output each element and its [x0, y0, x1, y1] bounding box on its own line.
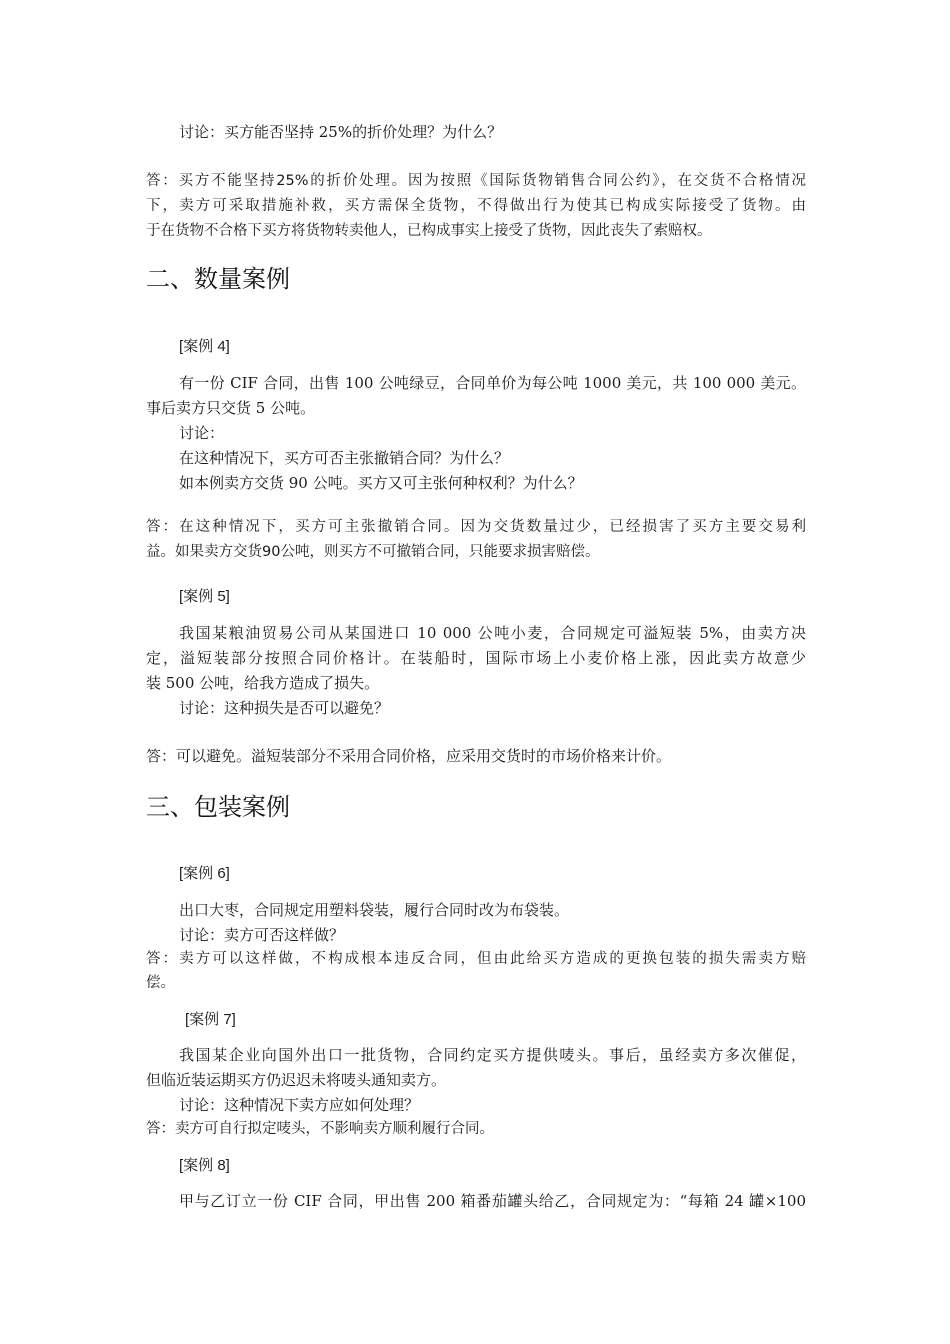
answer-line: 偿。 — [146, 975, 175, 991]
answer-line: 答：在这种情况下，买方可主张撤销合同。因为交货数量过少，已经损害了买方主要交易利 — [146, 519, 806, 535]
case-label: [案例 7] — [185, 1011, 236, 1028]
discussion-question: 讨论：卖方可否这样做？ — [179, 926, 345, 944]
answer-line: 于在货物不合格下买方将货物转卖他人，已构成事实上接受了货物，因此丧失了索赔权。 — [146, 223, 712, 239]
case-label: [案例 6] — [179, 865, 230, 882]
discussion-label: 讨论： — [179, 424, 225, 442]
case-label: [案例 5] — [179, 588, 230, 605]
answer-line: 益。如果卖方交货90公吨，则买方不可撤销合同，只能要求损害赔偿。 — [146, 544, 600, 560]
case-label: [案例 8] — [179, 1157, 230, 1174]
discussion-question: 在这种情况下，买方可否主张撤销合同？为什么？ — [179, 449, 510, 467]
answer-line: 答：可以避免。溢短装部分不采用合同价格，应采用交货时的市场价格来计价。 — [146, 747, 672, 765]
discussion-question: 讨论：这种情况下卖方应如何处理？ — [179, 1096, 420, 1114]
case-body-line: 有一份 CIF 合同，出售 100 公吨绿豆，合同单价为每公吨 1000 美元，共 100 000 美元。 — [179, 374, 806, 392]
discussion-question: 讨论：买方能否坚持 25%的折价处理？为什么？ — [179, 123, 503, 141]
case-body-line: 装 500 公吨，给我方造成了损失。 — [146, 674, 380, 692]
answer-line: 答：卖方可以这样做，不构成根本违反合同，但由此给买方造成的更换包装的损失需卖方赔 — [146, 951, 806, 967]
case-body-line: 但临近装运期买方仍迟迟未将唛头通知卖方。 — [146, 1071, 447, 1089]
answer-line: 答：买方不能坚持25%的折价处理。因为按照《国际货物销售合同公约》，在交货不合格情况 — [146, 173, 806, 189]
case-body-line: 甲与乙订立一份 CIF 合同，甲出售 200 箱番茄罐头给乙，合同规定为：“每箱 24 罐×100 — [179, 1192, 806, 1210]
case-label: [案例 4] — [179, 338, 230, 355]
case-body-line: 我国某粮油贸易公司从某国进口 10 000 公吨小麦，合同规定可溢短装 5%，由卖方决 — [179, 624, 806, 642]
answer-line: 答：卖方可自行拟定唛头，不影响卖方顺利履行合同。 — [146, 1121, 494, 1137]
section-heading-packaging: 三、包装案例 — [146, 793, 290, 821]
answer-line: 下，卖方可采取措施补救，买方需保全货物，不得做出行为使其已构成实际接受了货物。由 — [146, 198, 806, 214]
section-heading-quantity: 二、数量案例 — [146, 265, 290, 293]
discussion-question: 讨论：这种损失是否可以避免？ — [179, 699, 390, 717]
case-body-line: 事后卖方只交货 5 公吨。 — [146, 399, 316, 417]
case-body-line: 出口大枣，合同规定用塑料袋装，履行合同时改为布袋装。 — [179, 901, 570, 919]
discussion-question: 如本例卖方交货 90 公吨。买方又可主张何种权利？为什么？ — [179, 474, 583, 492]
case-body-line: 定，溢短装部分按照合同价格计。在装船时，国际市场上小麦价格上涨，因此卖方故意少 — [146, 649, 806, 667]
case-body-line: 我国某企业向国外出口一批货物，合同约定买方提供唛头。事后，虽经卖方多次催促， — [179, 1046, 806, 1064]
